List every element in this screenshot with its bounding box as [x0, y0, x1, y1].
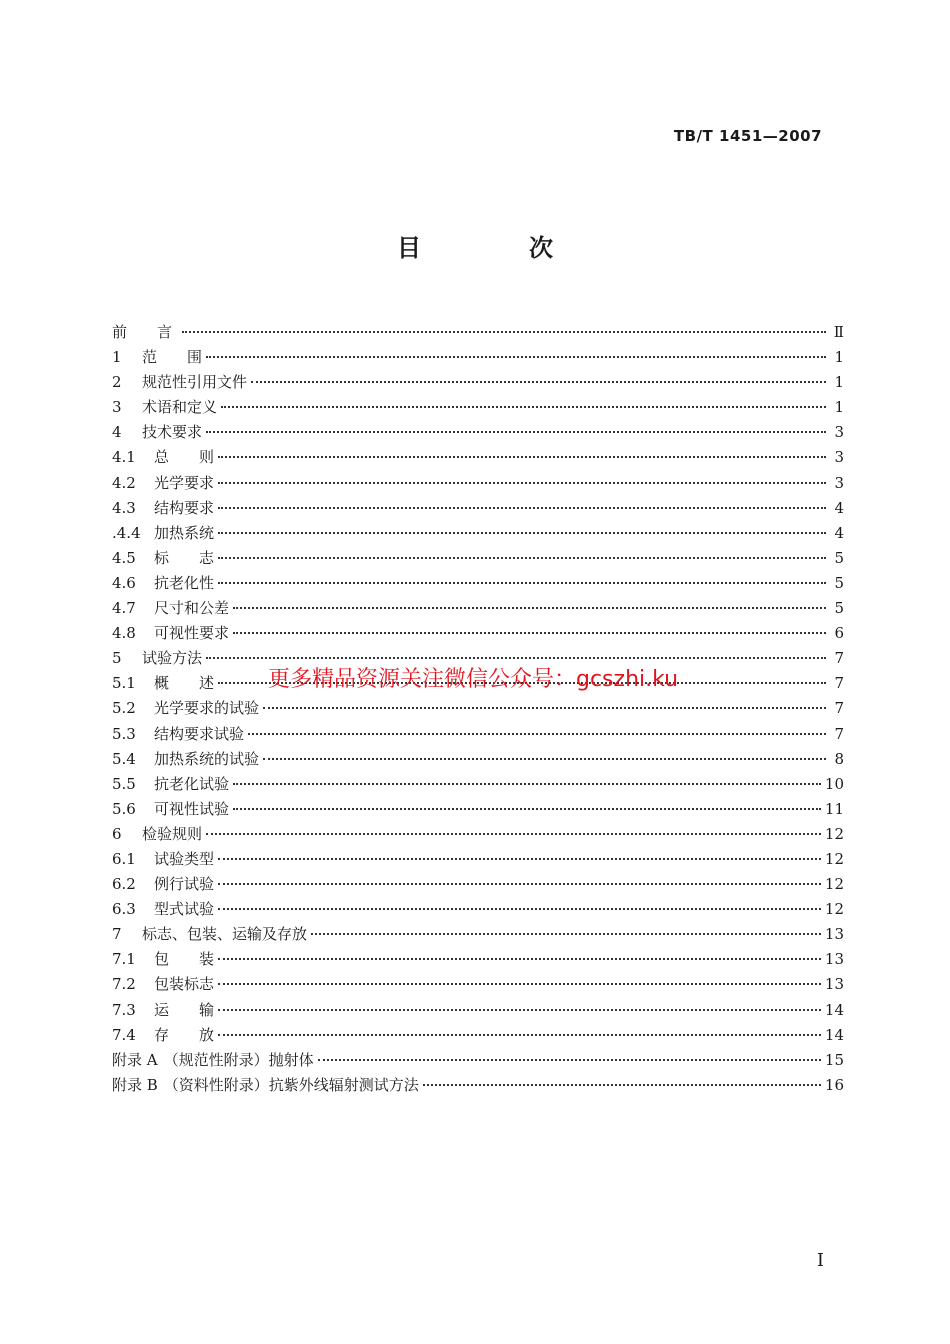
toc-entry-title: 标 志	[154, 548, 215, 567]
toc-entry-title: （规范性附录）抛射体	[163, 1050, 314, 1069]
toc-entry-number: 4.5	[112, 548, 136, 567]
toc-leader-dots	[218, 506, 826, 509]
toc-entry-number: 4.8	[112, 624, 136, 643]
toc-entry-page: 5	[834, 548, 844, 567]
toc-entry-page: 5	[834, 573, 844, 592]
toc-entry-number: 4	[112, 423, 122, 442]
toc-entry-title: 光学要求	[154, 473, 215, 492]
toc-title: 目 次	[397, 234, 595, 262]
toc-entry[interactable]	[112, 496, 844, 521]
toc-entry-number: 6.2	[112, 875, 136, 894]
toc-leader-dots	[206, 656, 826, 659]
toc-entry[interactable]	[112, 998, 844, 1023]
toc-entry-title: 术语和定义	[142, 398, 218, 417]
toc-entry-title: 包 装	[154, 950, 215, 969]
toc-leader-dots	[218, 481, 826, 484]
toc-entry-page: 12	[824, 849, 844, 868]
toc-entry-title: 技术要求	[142, 423, 203, 442]
toc-leader-dots	[233, 782, 821, 785]
toc-entry[interactable]	[112, 1048, 844, 1073]
toc-leader-dots	[218, 982, 821, 985]
toc-entry-page: 14	[824, 1000, 844, 1019]
toc-leader-dots	[218, 581, 826, 584]
toc-entry-title: 规范性引用文件	[142, 373, 248, 392]
toc-entry-page: 14	[824, 1025, 844, 1044]
toc-entry-number: 6.1	[112, 849, 136, 868]
toc-entry[interactable]	[112, 546, 844, 571]
toc-leader-dots	[206, 832, 821, 835]
toc-entry-page: 7	[834, 699, 844, 718]
toc-entry-title: 型式试验	[154, 900, 215, 919]
toc-entry-page: 8	[834, 749, 844, 768]
toc-entry-number: 附录 B	[112, 1075, 158, 1094]
toc-entry-page: 12	[824, 875, 844, 894]
toc-entry-page: 1	[834, 373, 844, 392]
toc-entry[interactable]	[112, 1073, 844, 1098]
toc-entry-title: 尺寸和公差	[154, 599, 230, 618]
toc-leader-dots	[423, 1083, 821, 1086]
toc-entry-page: 13	[824, 975, 844, 994]
toc-entry-page: 11	[824, 799, 844, 818]
toc-entry-number: 7.4	[112, 1025, 136, 1044]
toc-entry-number: 4.6	[112, 573, 136, 592]
toc-leader-dots	[318, 1058, 821, 1061]
toc-entry-page: 12	[824, 824, 844, 843]
toc-leader-dots	[218, 556, 826, 559]
toc-entry[interactable]	[112, 722, 844, 747]
toc-entry-title: 检验规则	[142, 824, 203, 843]
toc-entry-title: 总 则	[154, 448, 215, 467]
toc-entry[interactable]	[112, 345, 844, 370]
toc-leader-dots	[233, 606, 826, 609]
toc-leader-dots	[206, 430, 826, 433]
table-of-contents	[112, 320, 844, 1098]
toc-entry-title: 试验类型	[154, 849, 215, 868]
toc-entry[interactable]	[112, 596, 844, 621]
toc-leader-dots	[263, 706, 826, 709]
toc-entry-number: 5.4	[112, 749, 136, 768]
toc-entry-page: 1	[834, 398, 844, 417]
toc-entry[interactable]	[112, 847, 844, 872]
toc-entry[interactable]	[112, 370, 844, 395]
toc-entry-title: 结构要求	[154, 498, 215, 517]
toc-entry[interactable]	[112, 1023, 844, 1048]
toc-entry-page: 7	[834, 649, 844, 668]
toc-entry-number: 6.3	[112, 900, 136, 919]
toc-leader-dots	[218, 1033, 821, 1036]
toc-entry-title: 抗老化性	[154, 573, 215, 592]
toc-entry-page: 16	[824, 1075, 844, 1094]
toc-leader-dots	[233, 631, 826, 634]
toc-entry-title: 标志、包装、运输及存放	[142, 925, 308, 944]
toc-entry-page: 5	[834, 599, 844, 618]
toc-entry-page: 7	[834, 724, 844, 743]
toc-entry-number: 4.7	[112, 599, 136, 618]
toc-entry-page: 6	[834, 624, 844, 643]
toc-entry-number: 5	[112, 649, 122, 668]
toc-entry-page: 3	[834, 473, 844, 492]
toc-leader-dots	[218, 455, 826, 458]
toc-leader-dots	[248, 732, 826, 735]
toc-entry-number: 7.1	[112, 950, 136, 969]
toc-entry[interactable]	[112, 922, 844, 947]
toc-entry-number: 1	[112, 348, 122, 367]
toc-entry-title: 抗老化试验	[154, 774, 230, 793]
toc-entry-title: 可视性要求	[154, 624, 230, 643]
toc-entry[interactable]	[112, 621, 844, 646]
toc-entry-number: 4.2	[112, 473, 136, 492]
toc-entry-title: 光学要求的试验	[154, 699, 260, 718]
toc-entry-title: 可视性试验	[154, 799, 230, 818]
toc-entry-number: 3	[112, 398, 122, 417]
toc-entry-title: （资料性附录）抗紫外线辐射测试方法	[163, 1075, 419, 1094]
toc-entry-title: 例行试验	[154, 875, 215, 894]
toc-entry-title: 结构要求试验	[154, 724, 245, 743]
toc-entry[interactable]	[112, 521, 844, 546]
toc-entry-page: 4	[834, 523, 844, 542]
toc-leader-dots	[311, 932, 821, 935]
toc-entry[interactable]	[112, 947, 844, 972]
toc-entry[interactable]	[112, 395, 844, 420]
toc-entry-page: 4	[834, 498, 844, 517]
toc-leader-dots	[218, 882, 821, 885]
toc-leader-dots	[218, 857, 821, 860]
toc-entry[interactable]	[112, 872, 844, 897]
toc-entry-page: 10	[824, 774, 844, 793]
toc-leader-dots	[182, 330, 826, 333]
standard-code: TB/T 1451—2007	[673, 127, 822, 145]
toc-entry-title: 加热系统	[154, 523, 215, 542]
toc-entry-number: 4.1	[112, 448, 136, 467]
toc-entry[interactable]	[112, 420, 844, 445]
toc-leader-dots	[218, 1008, 821, 1011]
toc-entry[interactable]	[112, 972, 844, 997]
toc-entry-title: 概 述	[154, 674, 215, 693]
toc-entry[interactable]	[112, 822, 844, 847]
toc-entry[interactable]	[112, 747, 844, 772]
toc-entry-page: 3	[834, 448, 844, 467]
toc-leader-dots	[221, 405, 826, 408]
toc-leader-dots	[218, 531, 826, 534]
toc-entry-title: 加热系统的试验	[154, 749, 260, 768]
toc-leader-dots	[263, 757, 826, 760]
toc-entry-page: 1	[834, 348, 844, 367]
toc-entry[interactable]	[112, 445, 844, 470]
toc-entry[interactable]	[112, 471, 844, 496]
toc-entry-number: 4.3	[112, 498, 136, 517]
toc-leader-dots	[218, 907, 821, 910]
toc-entry[interactable]	[112, 320, 844, 345]
toc-entry-number: 5.3	[112, 724, 136, 743]
toc-entry-title: 范 围	[142, 348, 203, 367]
watermark-text: 更多精品资源关注微信公众号：gcszhi.ku	[268, 667, 679, 692]
toc-entry-title: 运 输	[154, 1000, 215, 1019]
toc-entry-page: 7	[834, 674, 844, 693]
toc-entry-page: Ⅱ	[833, 323, 844, 341]
toc-entry-number: 7.3	[112, 1000, 136, 1019]
toc-leader-dots	[251, 380, 826, 383]
toc-entry[interactable]	[112, 571, 844, 596]
toc-entry-page: 12	[824, 900, 844, 919]
toc-leader-dots	[218, 957, 821, 960]
toc-entry-title: 存 放	[154, 1025, 215, 1044]
toc-entry-page: 13	[824, 925, 844, 944]
toc-entry[interactable]	[112, 696, 844, 721]
toc-entry-page: 13	[824, 950, 844, 969]
toc-entry-number: 附录 A	[112, 1050, 158, 1069]
toc-entry-number: 7	[112, 925, 122, 944]
toc-entry-number: 5.6	[112, 799, 136, 818]
toc-entry-title: 包装标志	[154, 975, 215, 994]
toc-entry-number: 5.5	[112, 774, 136, 793]
toc-entry-number: 5.2	[112, 699, 136, 718]
toc-entry-number: 2	[112, 373, 122, 392]
toc-entry[interactable]	[112, 897, 844, 922]
toc-entry-title: 试验方法	[142, 649, 203, 668]
toc-entry-number: 6	[112, 824, 122, 843]
page-number: I	[816, 1250, 824, 1271]
toc-entry-number: 5.1	[112, 674, 136, 693]
toc-leader-dots	[233, 807, 821, 810]
toc-entry-page: 3	[834, 423, 844, 442]
toc-leader-dots	[206, 355, 826, 358]
toc-entry-number: 前 言	[112, 323, 173, 341]
toc-entry-number: .4.4	[112, 523, 141, 542]
toc-entry-page: 15	[824, 1050, 844, 1069]
toc-entry[interactable]	[112, 772, 844, 797]
toc-entry-number: 7.2	[112, 975, 136, 994]
toc-entry[interactable]	[112, 797, 844, 822]
